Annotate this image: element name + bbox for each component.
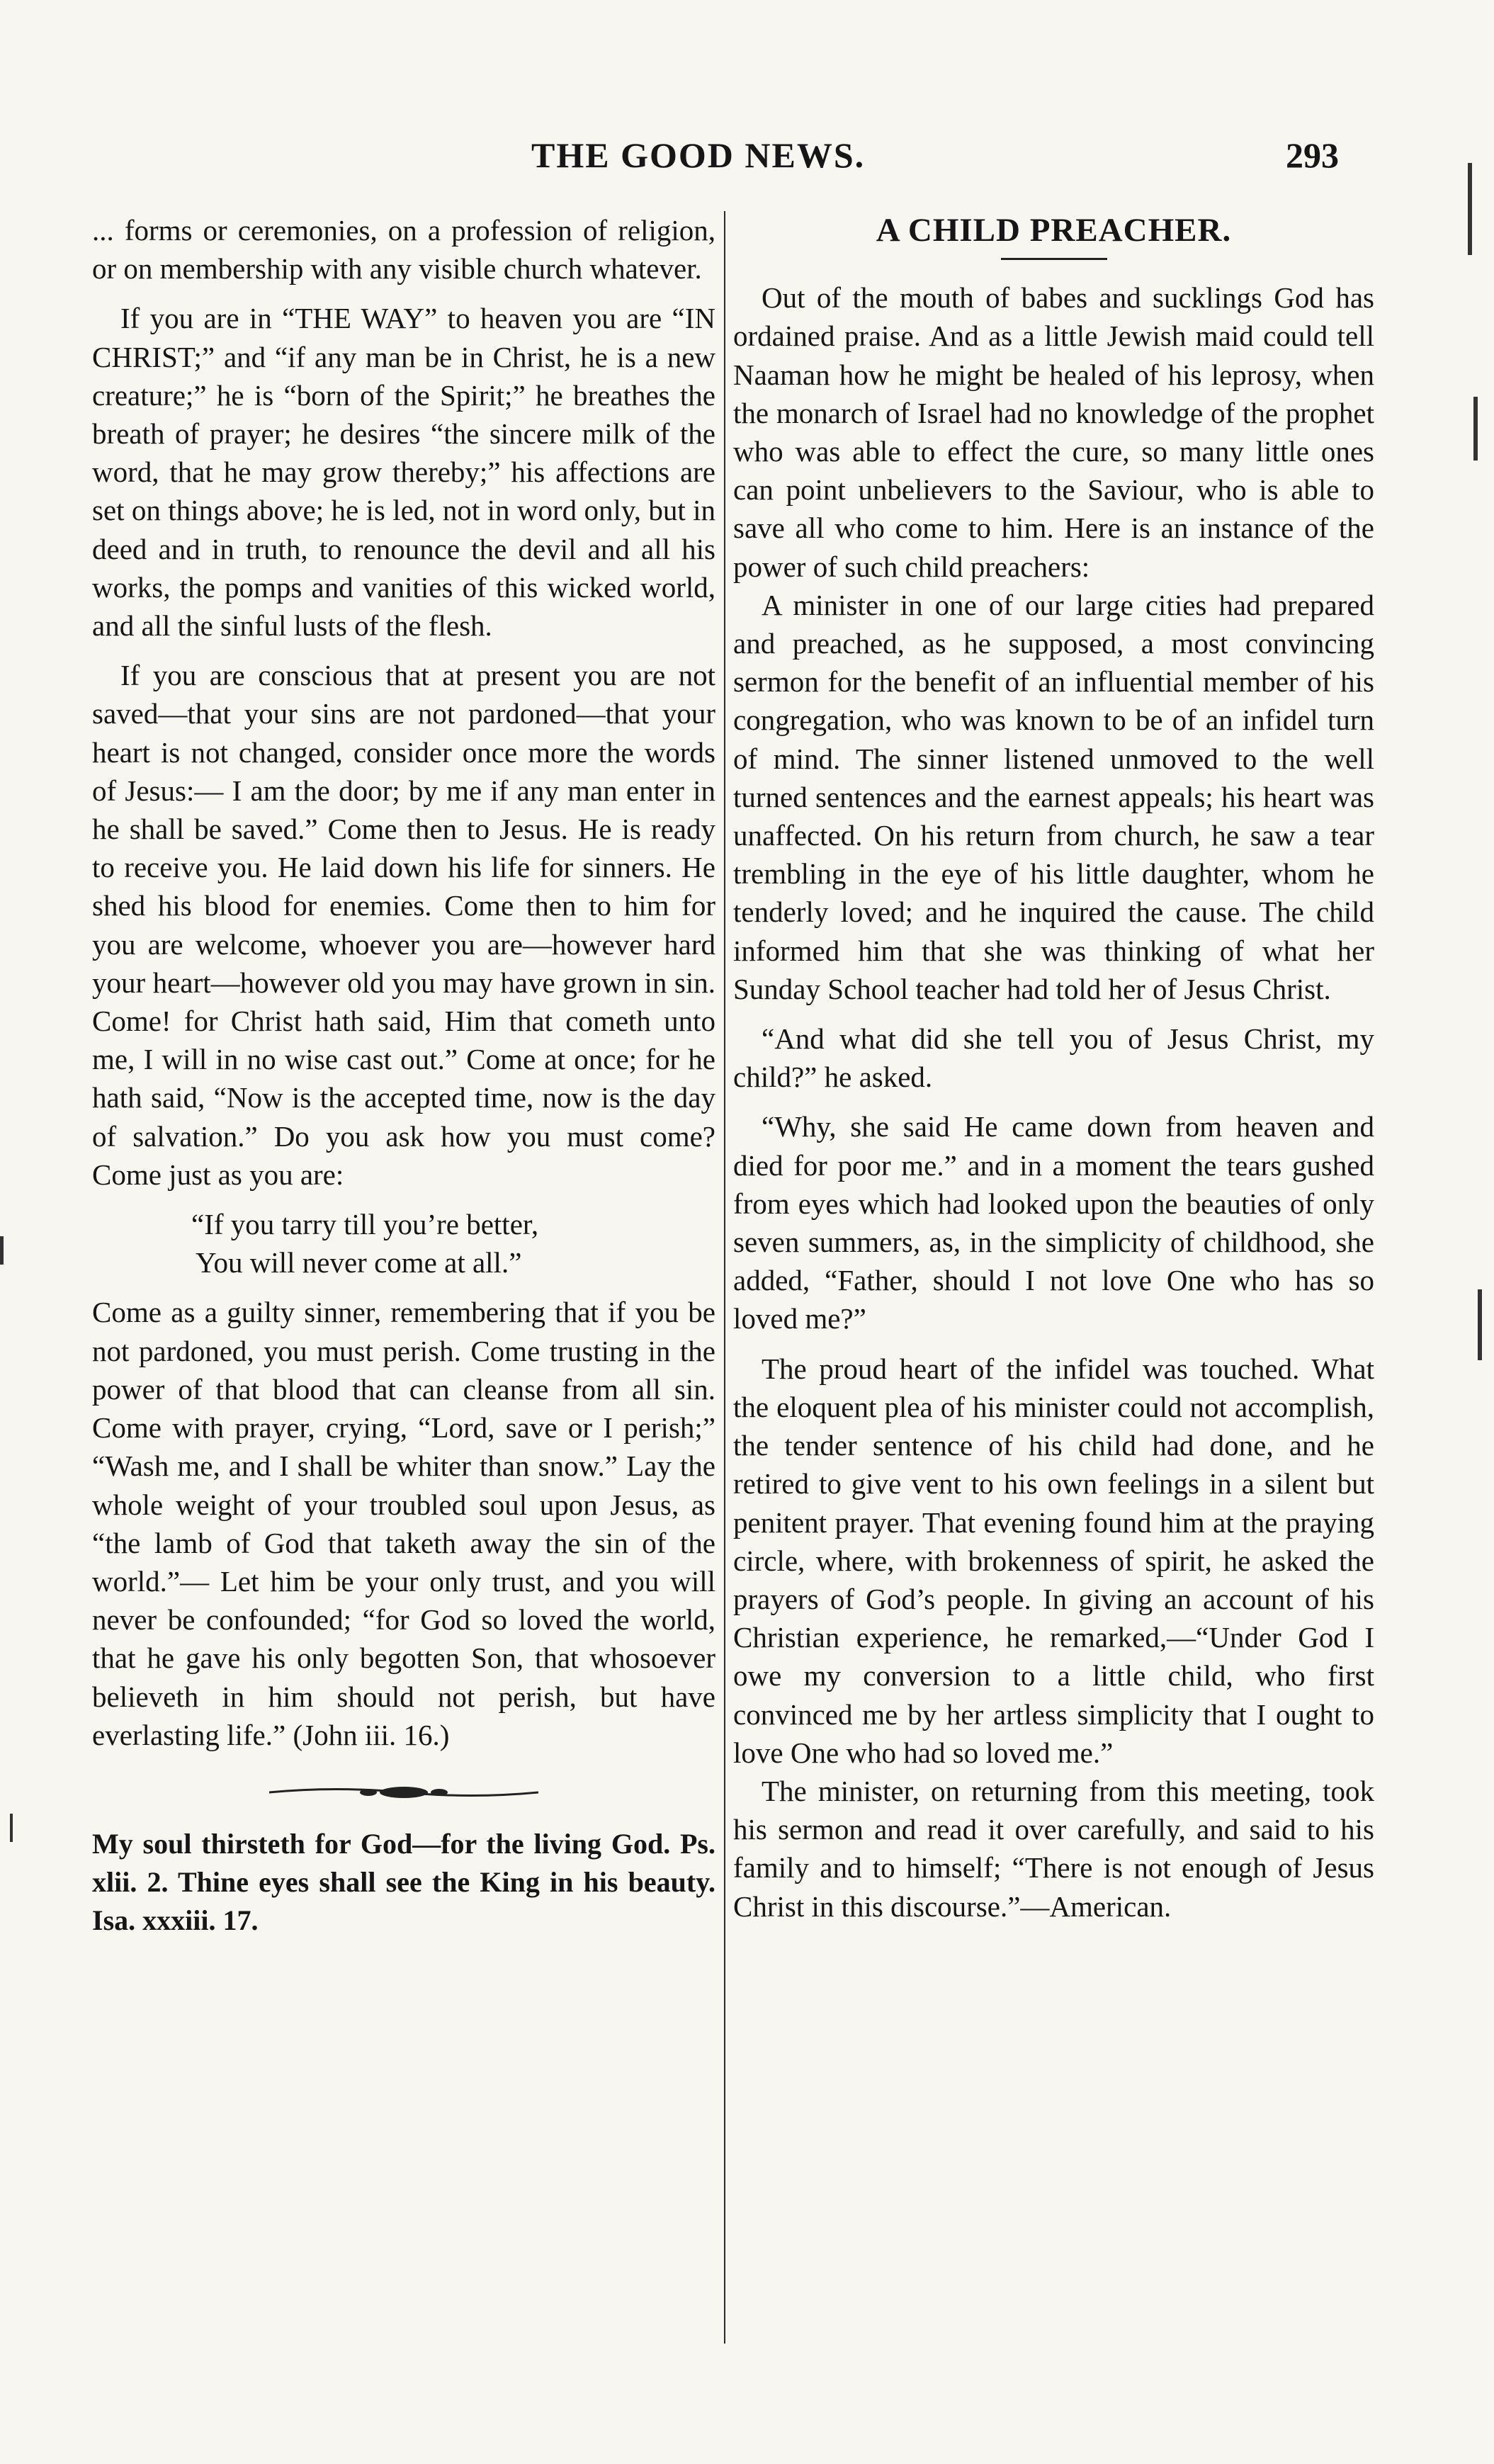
left-column xyxy=(92,211,715,1940)
paragraph: If you are conscious that at present you are not saved—that your sins are not pardoned—that your heart is not changed, consider once more the words of Jesus:— I am the door; by me if any man enter in he shall be saved.” Come then to Jesus. He is ready to receive you. He laid down his life for sinners. He shed his blood for enemies. Come then to him for you are welcome, whoever you are—however hard your heart—however old you may have grown in sin. Come! for Christ hath said, Him that cometh unto me, I will in no wise cast out.” Come at once; for he hath said, “Now is the accepted time, now is the day of salvation.” Do you ask how you must come? Come just as you are: xyxy=(92,659,715,1191)
scan-edge-mark xyxy=(1478,1289,1482,1360)
page-number: 293 xyxy=(1286,135,1339,175)
verse-line: You will never come at all.” xyxy=(196,1246,522,1279)
scan-edge-mark xyxy=(1468,163,1472,255)
paragraph: If you are in “THE WAY” to heaven you are “IN CHRIST;” and “if any man be in Christ, he is a new creature;” he is “born of the Spirit;” he breathes the breath of prayer; he desires “the sincere milk of the word, that he may grow thereby;” his affections are set on things above; he is led, not in word only, but in deed and in truth, to renounce the devil and all his works, the pomps and vanities of this wicked world, and all the sinful lusts of the flesh. xyxy=(92,302,715,643)
paragraph: “And what did she tell you of Jesus Christ, my child?” he asked. xyxy=(733,1022,1374,1094)
scan-edge-mark xyxy=(1473,397,1478,460)
closing-scripture-quote: My soul thirsteth for God—for the living God. Ps. xlii. 2. Thine eyes shall see the King in his beauty. Isa. xxxiii. 17. xyxy=(92,1827,715,1936)
article-title: A CHILD PREACHER. xyxy=(876,212,1232,249)
scan-edge-mark xyxy=(0,1236,4,1265)
verse xyxy=(92,1205,715,1282)
paragraph: The minister, on returning from this meeting, took his sermon and read it over carefully, and said to his family and to himself; “There is not enough of Jesus Christ in this discourse.”—American. xyxy=(733,1774,1374,1923)
paragraph: Out of the mouth of babes and sucklings God has ordained praise. And as a little Jewish maid could tell Naaman how he might be healed of his leprosy, when the monarch of Israel had no knowledge of the prophet who was able to effect the cure, so many little ones can point unbelievers to the Saviour, who is able to save all who come to him. Here is an instance of the power of such child preachers: xyxy=(733,281,1374,583)
running-title: THE GOOD NEWS. xyxy=(531,135,866,175)
verse-line: “If you tarry till you’re better, xyxy=(191,1208,539,1241)
right-column xyxy=(733,211,1374,1926)
ornament-divider xyxy=(269,1784,538,1801)
page-header xyxy=(92,135,1339,191)
title-rule xyxy=(1001,258,1107,260)
column-divider xyxy=(724,211,725,2344)
paragraph: A minister in one of our large cities had prepared and preached, as he supposed, a most convincing sermon for the benefit of an influential member of his congregation, who was known to be of an infidel turn of mind. The sinner listened unmoved to the well turned sentences and the earnest appeals; his heart was unaffected. On his return from church, he saw a tear trembling in the eye of his little daughter, whom he tenderly loved; and he inquired the cause. The child informed him that she was thinking of what her Sunday School teacher had told her of Jesus Christ. xyxy=(733,588,1374,1005)
paragraph: “Why, she said He came down from heaven and died for poor me.” and in a moment the tears gushed from eyes which had looked upon the beauties of only seven summers, as, in the simplicity of childhood, she added, “Father, should I not love One who has so loved me?” xyxy=(733,1110,1374,1335)
paragraph: Come as a guilty sinner, remembering that if you be not pardoned, you must perish. Come trusting in the power of that blood that can cleanse from all sin. Come with prayer, crying, “Lord, save or I perish;” “Wash me, and I shall be whiter than snow.” Lay the whole weight of your troubled soul upon Jesus, as “the lamb of God that taketh away the sin of the world.”— Let him be your only trust, and you will never be confounded; “for God so loved the world, that he gave his only begotten Son, that whosoever believeth in him should not perish, but have everlasting life.” (John iii. 16.) xyxy=(92,1296,715,1751)
scan-edge-mark xyxy=(10,1814,13,1842)
paragraph: ... forms or ceremonies, on a profession of religion, or on membership with any visible church whatever. xyxy=(92,214,715,286)
paragraph: The proud heart of the infidel was touched. What the eloquent plea of his minister could not accomplish, the tender sentence of his child had done, and he retired to give vent to his own feelings in a silent but penitent prayer. That evening found him at the praying circle, where, with brokenness of spirit, he asked the prayers of God’s people. In giving an account of his Christian experience, he remarked,—“Under God I owe my conversion to a little child, who first convinced me by her artless simplicity that I ought to love One who had so loved me.” xyxy=(733,1352,1374,1769)
